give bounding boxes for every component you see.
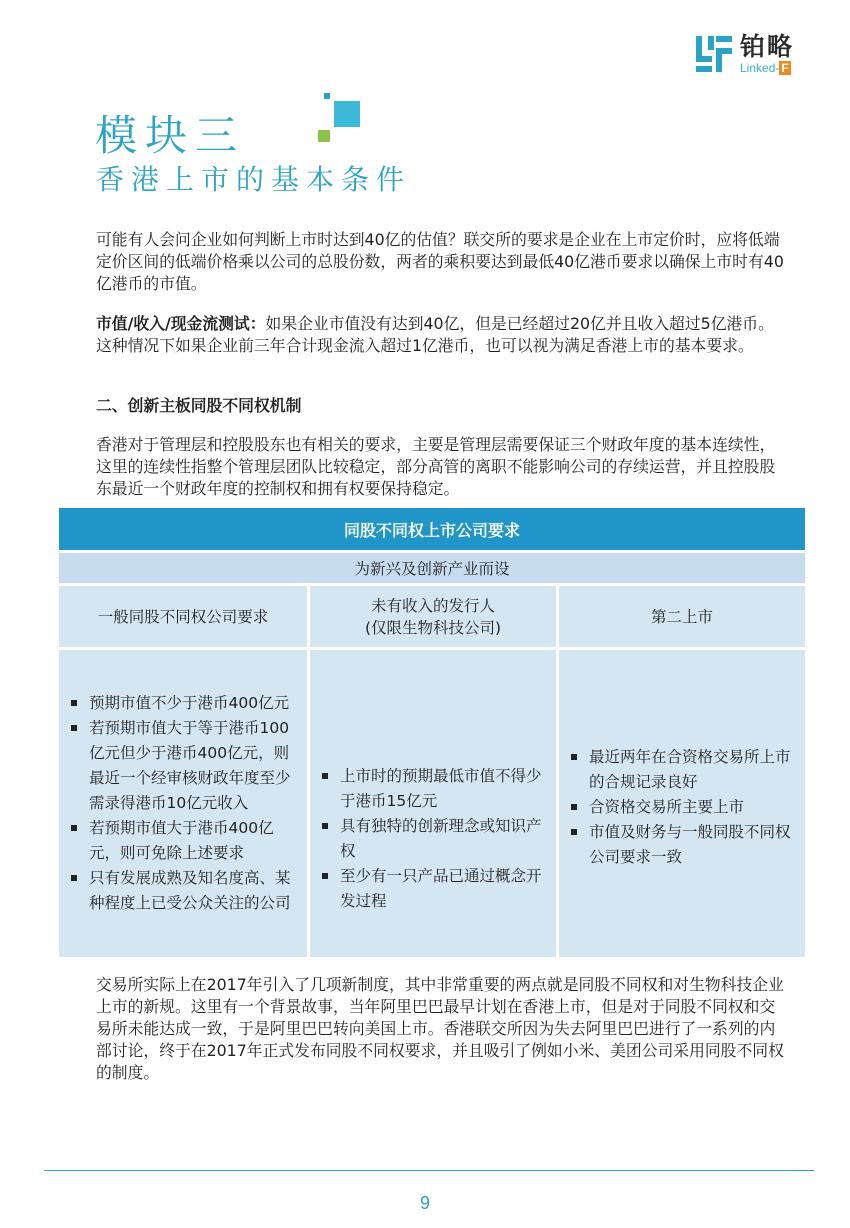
brand-logo-mark-icon [694,34,734,74]
decorative-square-green [318,130,330,142]
footer-divider [44,1170,814,1171]
list-item: 只有发展成熟及知名度高、某种程度上已受公众关注的公司 [69,866,297,916]
module-subtitle: 香港上市的基本条件 [96,163,412,196]
section-heading: 二、创新主板同股不同权机制 [96,396,302,415]
paragraph-management: 香港对于管理层和控股股东也有相关的要求，主要是管理层需要保证三个财政年度的基本连续性，这里的连续性指整个管理层团队比较稳定，部分高管的离职不能影响公司的存续运营，并且控股股东最近一个财政年度的控制权和拥有权要保持稳定。 [96,435,776,498]
table-body [59,650,805,957]
brand-name-cn: 铂略 [740,32,795,61]
list-item: 最近两年在合资格交易所上市的合规记录良好 [569,745,795,795]
list-item: 预期市值不少于港币400亿元 [69,691,297,716]
column-general-cell [59,650,307,957]
module-title: 模块三 [95,111,246,160]
table-column-headers [59,586,805,647]
column-secondary-listing-cell [559,650,805,957]
bullet-list-biotech [310,694,556,914]
list-item: 合资格交易所主要上市 [569,795,795,820]
list-item: 具有独特的创新理念或知识产权 [320,814,546,864]
requirements-table [59,508,805,957]
column-biotech-cell [310,650,556,957]
list-item: 若预期市值大于等于港币100亿元但少于港币400亿元，则最近一个经审核财政年度至少需录得港币10亿元收入 [69,716,297,816]
bullet-list-general [59,691,307,916]
column-header-biotech: 未有收入的发行人 (仅限生物科技公司) [310,586,556,647]
paragraph-market-cap-test [96,313,786,357]
bullet-list-secondary [559,737,805,870]
paragraph-2017-reforms: 交易所实际上在2017年引入了几项新制度，其中非常重要的两点就是同股不同权和对生物科技企业上市的新规。这里有一个背景故事，当年阿里巴巴最早计划在香港上市，但是对于同股不同权和交易所未能达成一致，于是阿里巴巴转向美国上市。香港联交所因为失去阿里巴巴进行了一系列的内部讨论，终于在2017年正式发布同股不同权要求，并且吸引了例如小米、美团公司采用同股不同权的制度。 [96,975,784,1082]
column-header-secondary-listing: 第二上市 [559,586,805,647]
brand-logo [694,32,814,76]
paragraph-market-cap-test-body: 如果企业市值没有达到40亿，但是已经超过20亿并且收入超过5亿港币。这种情况下如果企业前三年合计现金流入超过1亿港币，也可以视为满足香港上市的基本要求。 [96,314,774,355]
paragraph-market-cap-test-lead: 市值/收入/现金流测试： [96,314,266,333]
list-item: 至少有一只产品已通过概念开发过程 [320,864,546,914]
page-number: 9 [419,1193,430,1213]
list-item: 上市时的预期最低市值不得少于港币15亿元 [320,764,546,814]
decorative-square-large-teal [334,101,360,127]
table-title: 同股不同权上市公司要求 [59,508,805,550]
decorative-square-small-blue [324,93,330,99]
list-item: 市值及财务与一般同股不同权公司要求一致 [569,820,795,870]
list-item: 若预期市值大于港币400亿元，则可免除上述要求 [69,816,297,866]
brand-name-en: Linked- F [740,61,789,75]
paragraph-valuation: 可能有人会问企业如何判断上市时达到40亿的估值？联交所的要求是企业在上市定价时，应将低端定价区间的低端价格乘以公司的总股份数，两者的乘积要达到最低40亿港币要求以确保上市时有40亿港币的市值。 [96,230,784,293]
table-subtitle: 为新兴及创新产业而设 [59,553,805,583]
column-header-general: 一般同股不同权公司要求 [59,586,307,647]
